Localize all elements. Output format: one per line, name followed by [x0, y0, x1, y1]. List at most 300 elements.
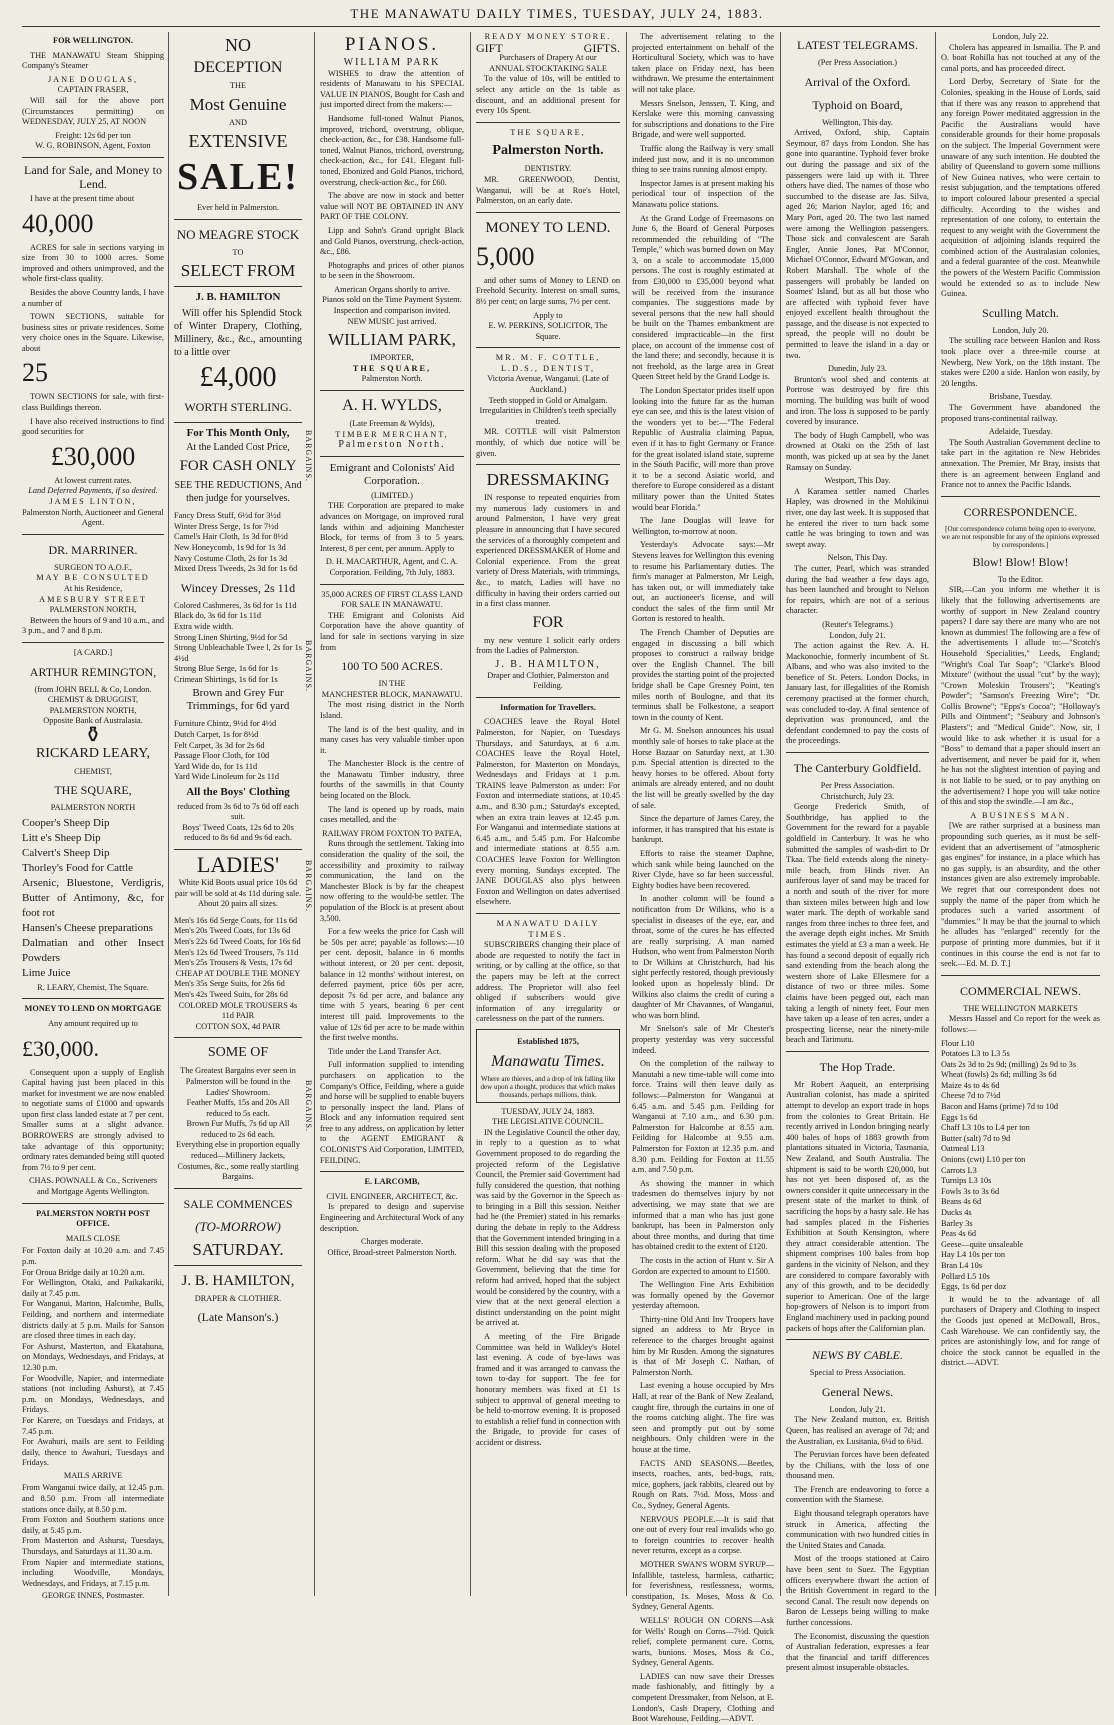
news-para: Thirty-nine Old Anti Inv Troopers have signed an address to Mr Bryce in reference to the charges brought against him by Mr Rusden. Among the signatures is that of Mr Joseph C. Nathan, of Palmerston North.	[632, 1314, 774, 1377]
telegram: The South Australian Government decline to take part in the agitation re New Hebrides annexation. The Premier, Mr Bray, insists that there is an agreement between England and France not to annex the Pacific Islands.	[941, 437, 1100, 490]
para7: Title under the Land Transfer Act.	[328, 1046, 442, 1056]
dr-name: DR. MARRINER.	[48, 542, 138, 557]
mortgage-text: Consequent upon a supply of English Capital having just been placed in this market for investment we are now enabled to negotiate sums of £1000 and upwards upon first class landed estate at 7 per cent. Smaller sums at a slight advance. BORROWERS are strongly advised to take advantage of this opportunity; ordinary rates demanded being still quoted from 7½ to 9 per cent.	[22, 1067, 164, 1172]
price-item: Butter (salt) 7d to 9d	[941, 1133, 1011, 1143]
town-text: TOWN SECTIONS, suitable for business sites or private residences. Some very choice ones in the Square. Likewise, about	[22, 312, 164, 353]
mens-list	[174, 916, 302, 1033]
linton-sub: Palmerston North, Auctioneer and General Agent.	[22, 507, 164, 528]
range: 100 TO 500 ACRES.	[341, 659, 443, 674]
dateline: Dunedin, July 23.	[828, 364, 887, 374]
mails-arrive: MAILS ARRIVE	[63, 1470, 123, 1480]
dressmaking: DRESSMAKING	[486, 470, 610, 490]
block: MANCHESTER BLOCK, MANAWATU.	[321, 689, 463, 699]
pn2: Palmerston North.	[338, 439, 446, 451]
markets: THE WELLINGTON MARKETS	[963, 1003, 1078, 1013]
pn: Palmerston North.	[361, 374, 423, 384]
and: AND	[229, 117, 247, 127]
list-item: Men's 42s Tweed Suits, for 28s 6d	[174, 989, 288, 999]
news-para: On the completion of the railway to Manutahi a new time-table will come into force. Trains will then leave daily as follows:—Palmerston for Wanganui at 6.45 a.m. and 5.45 p.m. Feilding for Wanganui at 7.10 a.m., and 6.30 p.m. Palmerston for Halcombe at 8.55 a.m. Feilding for Halcombe at 9.55 a.m. Palmerston for Foxton at 12.35 p.m. and 8.30 p.m. Feilding for Foxton at 11.55 a.m. and 7.50 p.m.	[632, 1059, 774, 1175]
divider	[476, 464, 620, 465]
wincey-list	[174, 601, 302, 686]
telegram: The Peruvian forces have been defeated by the Chilians, with the loss of one thousand men.	[786, 1450, 929, 1481]
month: For This Month Only,	[186, 426, 290, 439]
list-item: From Foxton and Southern stations once daily, at 5.45 p.m.	[22, 1515, 164, 1535]
list-item: For Wanganui, Marton, Halcombe, Bulls, Feilding, and northern and intermediate districts daily at 5 p.m. Mails for Sanson are closed three times in each day.	[22, 1299, 164, 1341]
apply: Apply to	[533, 310, 563, 320]
bargains-label: BARGAINS.	[304, 1080, 313, 1132]
chemist-pn: PALMERSTON NORTH,	[49, 705, 137, 715]
list-item: Calvert's Sheep Dip	[22, 846, 110, 859]
emigrant: Emigrant and Colonists' Aid Corporation.	[329, 461, 455, 487]
dateline: London, July 21.	[829, 630, 886, 640]
to: TO	[232, 247, 244, 257]
divider	[22, 998, 164, 999]
leary-pn: PALMERSTON NORTH	[50, 803, 136, 813]
telegram: Lord Derby, Secretary of State for the Colonies, speaking in the House of Lords, said that if there was any reason to apprehend that any foreign Power meditated aggression in the Pacific the Australians would have considerable grounds for their home proposals on the subject. The Imperial Government were unaware of any such intention. He doubted the ability of Queensland to govern some millions of New Guinea natives, who were certain to resist subjugation, and the temptations offered to import coloured labour presented a special difficulty. According to the wishes and representation of one colony, to entertain the request to any weight with the Government the acquisition of adjoining islands required the combined action of the Australasian colonies, and a federal guarantee of the cost. Meanwhile the powers of the Western Pacific Commission would be extended so as to include New Guinea.	[941, 77, 1100, 299]
arrival: Arrival of the Oxford.	[804, 74, 911, 89]
telegram: The cutter, Pearl, which was stranded during the bad weather a few days ago, has been launched and brought to Nelson for repairs, which are not of a serious character.	[786, 563, 929, 616]
news-para: Inspector James is at present making his periodical tour of inspection of the Manawatu police stations.	[632, 178, 774, 209]
news-para: Efforts to raise the steamer Daphne, which sank while being launched on the River Clyde, have so far been successful. Eighty bodies have been recovered.	[632, 848, 774, 890]
cable: NEWS BY CABLE.	[811, 1348, 903, 1363]
list-item: Men's 20s Tweed Coats, for 13s 6d	[174, 926, 291, 936]
list-item: From Wanganui twice daily, at 12.45 p.m. and 8.50 p.m. From all intermediate stations once daily, at 8.50 p.m.	[22, 1483, 164, 1514]
ever: Ever held in Palmerston.	[196, 203, 280, 213]
sale: SALE!	[177, 156, 299, 199]
news-para: In another column will be found a notification from Dr Wilkins, who is a specialist in diseases of the eye, ear, and throat, some of the cures he has effected are really surprising. A man named Hudson, who went from Palmerston North to Dr Wilkins at Christchurch, had his sight perfectly restored, though previously looked upon as hopelessly blind. Dr Wilkins also claims the credit of curing a daughter of Mr Chavannes, of Wanganui, who was born blind.	[632, 894, 774, 1020]
motto: Where are thieves, and a drop of ink falling like dew upon a thought, produces that which makes thousands, perhaps millions, think.	[480, 1074, 616, 1099]
blow: Blow! Blow! Blow!	[972, 554, 1069, 569]
jbh-sub: Draper and Clothier, Palmerston and Feilding.	[487, 670, 609, 691]
telegram: Arrived, Oxford, ship, Captain Seymour, 87 days from London. She has gone into quarantine. Typhoid fever broke out during the passage and six of the passengers were laid up with it. Three others have died. The names of those who succumbed to the disease are Jas. Silva, aged 26; Marion Naylor, aged 16; and Mary Port, aged 20. The two last named were among the Wellington passengers. Those sick and convalescent are Sarah Engler, Annie Jones, Pat M'Connor, Michael O'Connor, Edward M'Gowan, and Robert Marshall. The whole of the passengers will probably be landed on Soames' Island, but as all but those who are affected with typhoid fever have enjoyed excellent health throughout the passage, and the disease is not expected to spread, the people will no doubt be permitted to leave the island in a day or two.	[786, 128, 929, 360]
telegram: The Economist, discussing the question of Australian federation, expresses a fear that the financial and tariff differences present almost insuperable obstacles.	[786, 1631, 929, 1673]
column-rule	[780, 32, 781, 1596]
land-heading: Land for Sale, and Money to Lend.	[24, 162, 162, 191]
money-figure: £30,000	[50, 441, 136, 471]
town-pn: PALMERSTON NORTH,	[49, 605, 137, 615]
list-item: Men's 25s Trousers & Vests, 17s 6d	[174, 958, 293, 968]
price-item: Chaff L3 10s to L4 per ton	[941, 1123, 1030, 1133]
news-para: Mr Snelson's sale of Mr Chester's property yesterday was very successful indeed.	[632, 1024, 774, 1055]
price-item: Pollard L5 10s	[941, 1271, 990, 1281]
intro: WISHES to draw the attention of residents of Manawatu to his SPECIAL VALUE IN PIANOS, Bought for Cash and just imported direct from the makers:—	[320, 68, 464, 110]
list-item: Colored Cashmeres, 3s 6d for 1s 11d	[174, 600, 297, 610]
money-sub: At lowest current rates.	[54, 475, 132, 485]
list-item: COTTON SOX, 4d PAIR	[195, 1021, 281, 1031]
lend-amount: 5,000	[476, 241, 535, 271]
dateline: London, July 20.	[992, 325, 1049, 335]
price-item: Ducks 4s	[941, 1208, 972, 1217]
list-item: Yard Wide Linoleum for 2s 11d	[174, 772, 280, 782]
date: TUESDAY, JULY 24, 1883.	[501, 1106, 595, 1116]
advt: It would be to the advantage of all purchasers of Drapery and Clothing to inspect the Goods just opened at McDowall, Bros., Cash Warehouse. We can confidently say, the prices are astonishingly low, and for range of choice the stock cannot be equalled in the district.—ADVT.	[941, 1294, 1100, 1368]
purchasers: Purchasers of Drapery At our	[499, 53, 597, 63]
news-para: As showing the manner in which tradesmen do themselves injury by not advertising, we may state that we are informed that a man who has just gone bankrupt, has been in Palmerston only about three months, and during that time has obtained credit to the extent of £120.	[632, 1178, 774, 1252]
column-6	[786, 32, 929, 1673]
telegram: A Karamea settler named Charles Hapley, was drowned in the Mohikinui river, one day last week. It is supposed that he entered the river to turn back some cattle he was bringing to town and was swept away.	[786, 486, 929, 549]
telegrams-heading: LATEST TELEGRAMS.	[797, 38, 918, 52]
list-item: Strong Linen Shirting, 9½d for 5d	[174, 632, 288, 642]
no: NO	[225, 35, 251, 55]
dateline: Christchurch, July 23.	[820, 791, 895, 801]
price-item: Oatmeal L13	[941, 1144, 985, 1154]
list-item: New Honeycomb, 1s 9d for 1s 3d	[174, 542, 286, 552]
divider	[174, 1188, 302, 1189]
list-item: For Foxton daily at 10.20 a.m. and 7.45 p.m.	[22, 1246, 164, 1266]
general: General News.	[821, 1384, 894, 1399]
landed: At the Landed Cost Price,	[186, 441, 290, 453]
column-rule	[470, 32, 471, 1596]
price-item: Eggs 1s 6d	[941, 1112, 978, 1122]
price-item: Maize 4s to 4s 6d	[941, 1080, 1000, 1090]
late: (Late Manson's.)	[197, 1310, 279, 1325]
dateline: Brisbane, Tuesday.	[989, 392, 1052, 402]
para5: Runs through the settlement. Taking into consideration the quality of the soil, the accessibility and proximity to railway communication, the land on the Manchester Block is by far the cheapest now offering to the would-be settler. The population of the Block is at present about 3,500.	[320, 839, 464, 923]
jbh: J. B. HAMILTON,	[495, 658, 601, 670]
list-item: For Wellington, Otaki, and Paikakariki, daily at 7.45 p.m.	[22, 1278, 164, 1298]
brown-grey: Brown and Grey Fur Trimmings, for 6d yard	[186, 687, 290, 713]
price-item: Carrots L3	[941, 1165, 977, 1175]
list-item: Passage Floor Cloth, for 10d	[174, 751, 270, 761]
correspondence: CORRESPONDENCE.	[963, 504, 1078, 519]
dentistry: DENTISTRY.	[524, 164, 572, 174]
opposite: Opposite Bank of Australasia.	[43, 716, 143, 726]
list-item: For Awahuri, mails are sent to Feilding daily, thence to Awahuri, Tuesdays and Fridays.	[22, 1437, 164, 1468]
mortgage-amount: £30,000.	[22, 1035, 99, 1061]
freight: Freight: 12s 6d per ton	[55, 130, 131, 140]
teeth: Teeth stopped in Gold or Amalgam.	[488, 395, 608, 405]
list-item: Mixed Dress Tweeds, 2s 3d for 1s 6d	[174, 564, 298, 574]
list-item: Men's 22s 6d Tweed Coats, for 16s 6d	[174, 936, 301, 946]
new-venture: my new venture I solicit early orders from the Ladies of Palmerston.	[476, 635, 620, 656]
travellers: Information for Travellers.	[500, 702, 596, 712]
list-item: From Masterton and Ashurst, Tuesdays, Thursdays, and Saturdays at 11.30 a.m.	[22, 1536, 164, 1557]
prices	[941, 1039, 1100, 1293]
remington-sub: (from JOHN BELL & Co, London.	[34, 684, 152, 694]
divider	[941, 496, 1100, 497]
column-1	[22, 32, 164, 1601]
fancy-list	[174, 511, 302, 575]
divider	[941, 975, 1100, 976]
terms: Land Deferred Payments, if so desired.	[28, 486, 158, 496]
news-para: At the Grand Lodge of Freemasons on June 6, the Board of General Purposes recommended the rebuilding of "The Temple," which was burned down on May 3, on a scale to accommodate 15,000 persons. The cost is roughly estimated at from £30,000 to £35,000 beyond what will be received from the insurance companies. The suggestions made by several persons that the new hall should be built on the Thames embankment are considered impracticable—in the first place, on account of the immense cost of the land there; and secondly, because it is not freehold, as the large area in Great Queen Street held by the Grand Lodge is.	[632, 213, 774, 382]
leary-chem: CHEMIST,	[74, 766, 112, 776]
dateline: London, July 22.	[992, 32, 1049, 41]
perkins: E. W. PERKINS, SOLICITOR, The Square.	[488, 321, 608, 341]
news-para: The Wellington Fine Arts Exhibition was formally opened by the Governor yesterday afternoon.	[632, 1280, 774, 1311]
news-para: LADIES can now save their Dresses made fashionably, and fittingly by a competent Dressmaker, from Nelson, at E. London's, Cash Drapery, Clothing and Boot Warehouse, Feilding.—ADVT.	[632, 1671, 774, 1724]
column-rule	[935, 32, 936, 1596]
list-item: Winter Dress Serge, 1s for 7½d	[174, 521, 279, 531]
news-para: Messrs Snelson, Jenssen, T. King, and Kerslake were this morning canvassing for subscriptions and donations to the Fire Brigade, and were well supported.	[632, 98, 774, 140]
news-para: MOTHER SWAN'S WORM SYRUP—Infallible, tasteless, harmless, cathartic; for feverishness, restlessness, worms, constipation, 1s. Moses, Moss & Co. Sydney, General Agents.	[632, 1559, 774, 1612]
businessman: A BUSINESS MAN.	[970, 810, 1071, 820]
list-item: Dalmatian and other Insect Powders	[22, 936, 164, 964]
brown-fur: Brown Fur Muffs, 7s 6d up All reduced to 2s 6d each.	[186, 1119, 290, 1139]
corr-note: [Our correspondence column being open to everyone, we are not responsible for any of the opinions expressed by correspondents.]	[941, 524, 1100, 549]
leary-sig: R. LEARY, Chemist, The Square.	[37, 982, 149, 992]
news-para: Since the departure of James Carey, the informer, it has transpired that his estate is bankrupt.	[632, 814, 774, 845]
charges: Charges moderate.	[360, 1237, 424, 1247]
price-item: Bacon and Hams (prime) 7d to 10d	[941, 1102, 1059, 1112]
see: SEE THE REDUCTIONS, And then judge for yourselves.	[174, 480, 302, 505]
divider	[476, 212, 620, 213]
divider	[476, 122, 620, 123]
residence: At his Residence,	[63, 584, 123, 593]
pianos: PIANOS.	[344, 34, 440, 55]
dateline: Wellington, This day.	[821, 117, 893, 127]
gift: GIFT	[476, 40, 503, 55]
para3: The Manchester Block is the centre of the Manawatu Timber industry, three fourths of the sawmills in that County being located on the Block.	[320, 759, 464, 801]
column-5	[632, 32, 774, 1724]
news-para: The costs in the action of Hunt v. Sir A Gordon are expected to amount to £1500.	[632, 1255, 774, 1276]
dateline: Westport, This Day.	[824, 476, 891, 486]
irreg: Irregularities in Children's teeth specially treated.	[479, 406, 617, 426]
cable-sub: Special to Press Association.	[809, 1368, 906, 1378]
dateline: Adelaide, Tuesday.	[988, 427, 1053, 437]
meagre: NO MEAGRE STOCK	[176, 226, 300, 242]
divider	[786, 1339, 929, 1340]
mcarthur: D. H. MACARTHUR, Agent, and C. A. Corporation. Feilding, 7th July, 1883.	[325, 557, 459, 577]
price-item: Hay L4 10s per ton	[941, 1250, 1006, 1260]
lend: MONEY TO LEND.	[485, 219, 611, 236]
list-item: Men's 35s Serge Suits, for 26s 6d	[174, 979, 285, 989]
remington: ARTHUR REMINGTON,	[29, 664, 157, 679]
list-item: Dutch Carpet, 1s for 8½d	[174, 730, 259, 740]
list-item: Men's 16s 6d Serge Coats, for 11s 6d	[174, 915, 298, 925]
cottle: MR. M. F. COTTLE, L.D.S., DENTIST,	[495, 353, 601, 373]
divider	[174, 422, 302, 423]
town-text-2: TOWN SECTIONS for sale, with first-class Buildings thereon.	[22, 392, 164, 413]
jbh: J. B. HAMILTON,	[181, 1272, 295, 1289]
telegram: The Government have abandoned the proposed trans-continental railway.	[941, 403, 1100, 423]
list-item: Hansen's Cheese preparations	[22, 921, 153, 934]
mails-close: MAILS CLOSE	[65, 1233, 121, 1243]
telegram: The action against the Rev. A. H. Mackonochie, formerly incumbent of St. Albans, and who was also invited to the benefice of St. Peters. London Docks, in January last, for illegalities of the Romish ceremony practised at the former church, was concluded to-day. A final sentence of deprivation was pronounced, and the defendant condemned to pay the costs of the proceedings.	[786, 641, 929, 746]
photos: Photographs and prices of other pianos to be seen in the Showroom.	[320, 260, 464, 281]
town-figure: 25	[22, 358, 48, 388]
invest-text: I have also received instructions to find good securities for	[22, 416, 164, 437]
price-item: Barley 3s	[941, 1218, 973, 1228]
required: Any amount required up to	[48, 1018, 138, 1028]
greenwood: MR. GREENWOOD, Dentist, Wanganui, will be at Roe's Hotel, Palmerston, on an early date.	[476, 174, 620, 206]
para6: For a few weeks the price for Cash will be 50s per acre; payable as follows:—10 per cent. deposit, balance in 6 months without interest, or 20 per cent. deposit, balance in 12 months' without interest, on deferred payment, price 60s per acre, deposit 7s 6d per acre, and balance any time with 5 years, bearing 6 per cent interest till paid. Improvements to the value of 12s 6d per acre to be made within the first twelve months.	[320, 927, 464, 1043]
divider	[22, 157, 164, 158]
column-rule	[314, 32, 315, 1596]
list-item: Furniture Chintz, 9½d for 4½d	[174, 719, 277, 729]
larcomb: E. LARCOMB,	[364, 1177, 420, 1187]
deception: DECEPTION	[193, 59, 283, 76]
list-item: Yard Wide do, for 1s 11d	[174, 761, 258, 771]
hamilton: J. B. HAMILTON	[195, 291, 281, 304]
divider	[320, 1171, 464, 1172]
square-head: THE SQUARE,	[510, 127, 586, 137]
list-item: Arsenic, Bluestone, Verdigris, Butter of Antimony, &c, for foot rot	[22, 876, 164, 919]
letter: SIR,—Can you inform me whether it is likely that the following advertisements are worthy of support in New Zealand country papers? I dare say there are many who are not known as dummies! The following are a few of the advertisements I allude to:—"Scotch's Household Specialities," Leeds, England; "Wright's Coal Tar Soap"; "Clarke's Blood Mixture" (without the usual "cut" by the way); "Crown Moleskin Trousers"; "Keating's Powder"; "Samson's Freezing Wire"; "Dr. Collis Browne"; "Epps's Cocoa"; "Holloway's Pills and Ointment"; "Seabury and Johnson's Plasters"; and "Medical Guide". Now, sir, I would like to ask whether it is usual for a "Boss" to demand that a paper should insert an advertisement, and never be paid for it, when he has not the slightest intention of paying and is not liable to be sued, or to pay anything on the advertisement? I hope you will take notice of this and stop the swindle.—I am &c.,	[941, 585, 1100, 807]
news-para: NERVOUS PEOPLE.—It is said that one out of every four real invalids who go to foreign countries to recover health never returns, except as a corpse.	[632, 1514, 774, 1556]
leary-square: THE SQUARE,	[54, 783, 132, 798]
news-para: Yesterday's Advocate says:—Mr Stevens leaves for Wellington this evening to resume his Parliamentary duties. The firm's manager at Palmerston, Mr Leigh, has taken out, or will immediately take out, an auctioneer's license, and will conduct the sales of the firm until Mr Gorton is restored to health.	[632, 540, 774, 624]
ladies: LADIES'	[196, 852, 280, 877]
lend-text: and other sums of Money to LEND on Freehold Security. Interest on small sums, 8½ per cent; on large sums, 7½ per cent.	[476, 275, 620, 306]
sale-commences: SALE COMMENCES	[183, 1196, 293, 1211]
dress-text: IN response to repeated enquiries from my numerous lady customers in and around Palmerston, I have very great pleasure in announcing that I have secured the services of a thoroughly competent and experienced DRESSMAKER of Home and Colonial experience. From the great variety of Dress Materials, with trimmings, &c., to match, Ladies will have no difficulty in having their orders carried out in a first class manner.	[476, 493, 620, 609]
price-item: Onions (cwt) L10 per ton	[941, 1155, 1026, 1165]
annual: ANNUAL STOCKTAKING SALE	[489, 63, 607, 73]
column-3	[320, 32, 464, 1594]
telegram: Most of the troops stationed at Cairo have been sent to Suez. The Egyptian officers everywhere thwart the action of the British Government in regard to the second Canal. The result now depends on Baron de Lesseps being willing to make further concessions.	[786, 1554, 929, 1627]
telegram: The New Zealand mutton, ex. British Queen, has realised an average of 7d; and the Australian, ex Lusitania, 6¼d to 6¾d.	[786, 1415, 929, 1446]
acres-text: ACRES for sale in sections varying in size from 30 to 1000 acres. Some improved and others unimproved, and the whole first-class quality.	[22, 242, 164, 284]
boys: All the Boys' Clothing	[186, 786, 290, 799]
column-7	[941, 32, 1100, 1594]
timber: TIMBER MERCHANT,	[335, 429, 449, 439]
saturday: SATURDAY.	[192, 1239, 284, 1259]
cottle2: MR. COTTLE will visit Palmerston monthly, of which due notice will be given.	[476, 427, 620, 458]
corp: THE Corporation are prepared to make advances on Mortgage, on improved rural lands within and adjoining Manchester Block, for terms of from 3 to 5 years. Interest, 8 per cent, per annum. Apply to	[320, 501, 464, 553]
most-genuine: Most Genuine	[189, 94, 287, 114]
music: NEW MUSIC just arrived.	[347, 316, 437, 326]
price-item: Beans 4s 6d	[941, 1197, 982, 1207]
telegram: Eight thousand telegraph operators have struck in America, affecting the communication with two hundred cities in the United States and Canada.	[786, 1509, 929, 1550]
per-press: (Per Press Association.)	[817, 58, 898, 67]
gf-press: Per Press Association.	[820, 781, 895, 791]
divider	[320, 456, 464, 457]
divider	[320, 584, 464, 585]
price-item: Bran L4 10s	[941, 1260, 983, 1270]
for: FOR	[532, 613, 564, 631]
list-item: Felt Carpet, 3s 3d for 2s 6d	[174, 740, 265, 750]
travel-text: COACHES leave the Royal Hotel Palmerston, for Napier, on Tuesdays Thursdays, and Saturdays, at 6 a.m. COACHES leave the Royal Hotel, Palmerston, for Masterton on Mondays, Wednesdays and Fridays at 1 p.m. TRAINS leave Palmerston as under: For Foxton and intermediate stations, at 10.45 a.m., and 8.30 p.m.; Saturday's excepted, when an extra train leaves at 12.45 p.m. For Wanganui and intermediate stations at 6.45 a.m., and 5.45 p.m. For Halcombe and intermediate stations at 8.55 a.m. COACHES leave Foxton for Wellington every morning, Sundays excepted. The JANE DOUGLAS also plys between Foxton and Wellington on dates advertised elsewhere.	[476, 717, 620, 907]
divider	[476, 697, 620, 698]
leary-items	[22, 816, 164, 981]
some-of: SOME OF	[207, 1045, 269, 1061]
para1: The most rising district in the North Island.	[320, 700, 464, 720]
cottle-addr: Victoria Avenue, Wanganui. (Late of Auckland.)	[487, 374, 609, 395]
pownall: CHAS. POWNALL & Co., Scriveners and Mortgage Agents Wellington.	[28, 1176, 158, 1197]
markets-sub: Messrs Hassel and Co report for the week as follows:—	[941, 1014, 1100, 1034]
list-item: For Ashurst, Masterton, and Ekatahuna, on Mondays, Wednesdays, and Fridays, at 12.30 p.m.	[22, 1341, 164, 1372]
wylds: A. H. WYLDS,	[342, 397, 442, 415]
list-item: Black do, 3s 6d for 1s 11d	[174, 611, 262, 621]
furniture-list	[174, 719, 302, 783]
price-item: Turnips L3 10s	[941, 1176, 992, 1186]
gift-text: To the value of 10s, will be entitled to select any article on the 1s table as discount, and an additional present for every 10s Spent.	[476, 74, 620, 116]
news-para: Last evening a house occupied by Mrs Hall, at rear of the Bank of New Zealand, caught fire, through the curtains in one of the rooms catching alight. The fire was seen and promptly put out by some neighbours. Only children were in the house at the time.	[632, 1381, 774, 1454]
bargains-label: BARGAINS.	[304, 430, 313, 482]
dateline: London, July 21.	[829, 1404, 886, 1414]
news-para: Traffic along the Railway is very small indeed just now, and it is no uncommon thing to see trains running almost empty.	[632, 143, 774, 175]
mortgage-heading: MONEY TO LEND ON MORTGAGE	[24, 1004, 162, 1014]
agent: W. G. ROBINSON, Agent, Foxton	[35, 141, 151, 151]
linton: JAMES LINTON,	[49, 497, 137, 507]
divider	[174, 1265, 302, 1266]
list-item: For Karere, on Tuesdays and Fridays, at 7.45 p.m.	[22, 1415, 164, 1436]
bargains-label: BARGAINS.	[304, 640, 313, 692]
list-item: COLORED MOLE TROUSERS 4s 11d PAIR	[178, 1000, 298, 1021]
boys-tweed: Boys' Tweed Coats, 12s 6d to 20s reduced to 8s 6d and 9s 6d each.	[182, 822, 294, 843]
para4: The land is opened up by roads, main cases metalled, and the	[320, 804, 464, 825]
brigade-text: A meeting of the Fire Brigade Committee was held in Walkley's Hotel last evening. A code of bye-laws was framed and it was arranged to canvass the town to-day for support. The fee for honorary members was fixed at £1 1s subject to approval of general meeting to be held to-morrow evening. It is proposed to establish a relief fund in connection with the Brigade, to provide for cases of accident or distress.	[476, 1332, 621, 1447]
postmaster: GEORGE INNES, Postmaster.	[41, 1591, 145, 1601]
gifts: GIFTS.	[583, 40, 620, 55]
square: THE SQUARE,	[352, 363, 432, 373]
council-head: THE LEGISLATIVE COUNCIL.	[492, 1117, 604, 1127]
draper: DRAPER & CLOTHIER.	[194, 1293, 282, 1303]
select-from: SELECT FROM	[180, 261, 296, 281]
park: WILLIAM PARK	[343, 57, 441, 68]
reuters: (Reuter's Telegrams.)	[822, 619, 893, 629]
telegram: Mr Robert Aaqueit, an enterprising Australian colonist, has made a spirited attempt to develop an export trade in hops from the colonies to Great Britain. He recently arrived in London bringing nearly 400 bales of hops of 1883 growth from plantations situated in Victoria, Tasmania, New Zealand, and South Australia. The shipment is said to be worth £20,000, but has not yet been disposed of, as the owners consider it quite unnecessary in the present state of the market to think of sacrificing the hops by a hasty sale. He has had samples placed in the Fisheries Exhibition at South Kensington, where they attract considerable attention. The shipment comprises 100 bales from hop gardens in the vicinity of Nelson, and they are considered to compare favorably with any of this growth, and to be decidedly superior to American. One of the large hop-growers of Nelson is to import from England machinery used in packing pound packets of hops after the Californian plan.	[786, 1079, 929, 1333]
column-rule	[626, 32, 627, 1596]
price-item: Geese—quite unsaleable	[941, 1239, 1024, 1249]
list-item: Navy Costume Cloth, 2s for 1s 3d	[174, 553, 288, 563]
divider	[174, 849, 302, 850]
list-item: Cooper's Sheep Dip	[22, 816, 110, 829]
feather: Feather Muffs, 15s and 20s All reduced to 5s each.	[186, 1098, 290, 1118]
list-item: For Woodville, Napier, and intermediate stations (not including Ashurst), at 7.45 p.m. on Mondays, Wednesdays, and Fridays.	[22, 1373, 164, 1415]
divider	[786, 1051, 929, 1052]
acres-figure: 40,000	[22, 208, 94, 238]
divider	[174, 286, 302, 287]
divider	[174, 219, 302, 220]
land-intro: I have at the present time about	[30, 193, 135, 203]
in-the: IN THE	[378, 679, 406, 689]
telegram: Brunton's wool shed and contents at Portrose was destroyed by fire this morning. The building was built of wood and iron. The loss is supposed to be partly covered by insurance.	[786, 374, 929, 427]
sculling: Sculling Match.	[982, 305, 1059, 320]
list-item: Camel's Hair Cloth, 1s 3d for 8½d	[174, 532, 288, 542]
telegram: Cholera has appeared in Ismailia. The P. and O. boat Rohilla has not touched at any of the canal ports, and has proceeded direct.	[941, 42, 1100, 73]
offer: Will offer his Splendid Stock of Winter Drapery, Clothing, Millinery, &c., &c., amounting to a little over	[174, 307, 302, 358]
subscribers: SUBSCRIBERS changing their place of abode are requested to notify the fact in writing, or by calling at the office, so that the papers may be left at the correct address. The Proprietor will also feel obliged if subscribers would give information of any irregularity or carelessness on the part of the runners.	[476, 940, 620, 1024]
price-item: Wheat (fowls) 2s 6d; milling 3s 6d	[941, 1070, 1057, 1080]
ladies-sub: White Kid Boots usual price 10s 6d pair will be sold at 4s 11d during sale. About 20 pairs all sizes.	[174, 878, 302, 909]
list-item: Crimean Shirtings, 1s 6d for 1s	[174, 674, 278, 684]
list-item: Lime Juice	[22, 966, 71, 979]
to-editor: To the Editor.	[997, 574, 1044, 584]
price-item: Oats 2s 3d to 2s 9d; (milling) 2s 9d to 3s	[941, 1059, 1077, 1069]
column-2	[174, 32, 302, 1594]
greatest: The Greatest Bargains ever seen in Palmerston will be found in the Ladies' Showroom.	[180, 1066, 296, 1097]
steamer-text: THE MANAWATU Steam Shipping Company's Steamer	[22, 50, 164, 71]
para2: The land is of the best quality, and in many cases has very valuable timber upon it.	[320, 724, 464, 755]
nameplate-box	[476, 1029, 620, 1103]
price-item: Potatoes L3 to L3 5s	[941, 1049, 1010, 1059]
masthead: THE MANAWATU DAILY TIMES, TUESDAY, JULY 24, 1883.	[350, 6, 764, 21]
extensive: EXTENSIVE	[188, 131, 288, 152]
above: The above are now in stock and better value will NOT BE OBTAINED IN ANY PART OF THE COLONY.	[320, 191, 464, 222]
council-text: IN the Legislative Council the other day, in reply to a question as to what Government proposed to do regarding the projected reform of the Legislative Council, the Premier said Government had fully considered the question, that nothing was said by the Governor in the Speech as to bringing in a Bill this session. Neither had he (the Premier) stated in his remarks during the debate in reply to the Address that the Government intended bringing in a Bill this session dealing with the proposed reform. What he did say was that the Government, believing that the time for reform had arrived, hoped that the subject would be considered by the country, with a view that at the next general election a distinct understanding on the point might be arrived at.	[476, 1127, 620, 1328]
news-para: The French Chamber of Deputies are engaged in discussing a bill which proposes to construct a railway bridge over the English Channel. The bill provides the starting point of the projected bridge shall be Cape Gresney Point, ten miles north of Boulogne, and that its terminus shall be Folkestone, a seaport town in the county of Kent.	[632, 628, 774, 722]
divider	[22, 534, 164, 535]
telegram: The body of Hugh Campbell, who was drowned at Otaki on the 25th of last month, was picked up at sea by the Janet Ramsay on Sunday.	[786, 430, 929, 472]
lipp: Lipp and Sohn's Grand upright Black and Gold Pianos, overstrung, check-action, &c., £86.	[320, 225, 464, 257]
list-item: From Napier and intermediate stations, including Woodville, Mondays, Wednesdays, and Fridays, at 7.15 p.m.	[22, 1557, 164, 1588]
divider	[320, 390, 464, 391]
reply: [We are rather surprised at a business man propounding such queries, as it must be self-evident that an advertisement of "atmospheric gas engines" for instance, in a place which has no gas supply, is an absurdity, and the other instances given are also extremely improbable. We regret that our correspondent does not supply the name of the paper from which he produces such a varied assortment of "dummies." It may be that the journal to which he alludes has "enlarged" recently for the purpose of printing more dummies, but if it continues in this course the end is not far to seek.—Ed. M. D. T.]	[941, 821, 1100, 969]
dr-sub: SURGEON TO A.O.F.,	[54, 562, 132, 572]
telegram: George Frederick Smith, of Southbridge, has applied to the Government for the reward for a payable goldfield in Canterbury. It was he who submitted the samples of wash-dirt to Dr Tkaa. The field extends along the ninety-mile beach, from Hinds river. An auriferous layer of sand may be traced for a north and south of the river for more than sixteen miles between high and low water mark. The depth of workable sand ranges from three inches to three feet, and the average depth eight inches. Mr Smith estimates the yield at £3 a man a week. He has found a second deposit of equally rich sand extending from the beach along the western shore of Lake Ellesmere for a distance of two or three miles. Some claims have been pegged out, each man taking a length of ninety feet. Four men have taken up a lease of ten acres, under a prospecting license, near the ninety-mile beach and Tarimutu.	[786, 802, 929, 1045]
sailing-text: Will sail for the above port (Circumstances permitting) on WEDNESDAY, JULY 25, AT NOON	[22, 95, 164, 127]
pn-head: Palmerston North.	[492, 143, 604, 159]
street: AMESBURY STREET	[39, 594, 147, 604]
telegram: The French are endeavoring to force a convention with the Siamese.	[786, 1484, 929, 1505]
list-item: Litt e's Sheep Dip	[22, 831, 101, 844]
importer: IMPORTER,	[370, 353, 414, 363]
larcomb-text: Is prepared to design and supervise Engineering and Architectural Work of any description.	[320, 1202, 464, 1233]
office: Office, Broad-street Palmerston North.	[327, 1247, 457, 1257]
list-item: Strong Blue Serge, 1s 6d for 1s	[174, 664, 278, 674]
